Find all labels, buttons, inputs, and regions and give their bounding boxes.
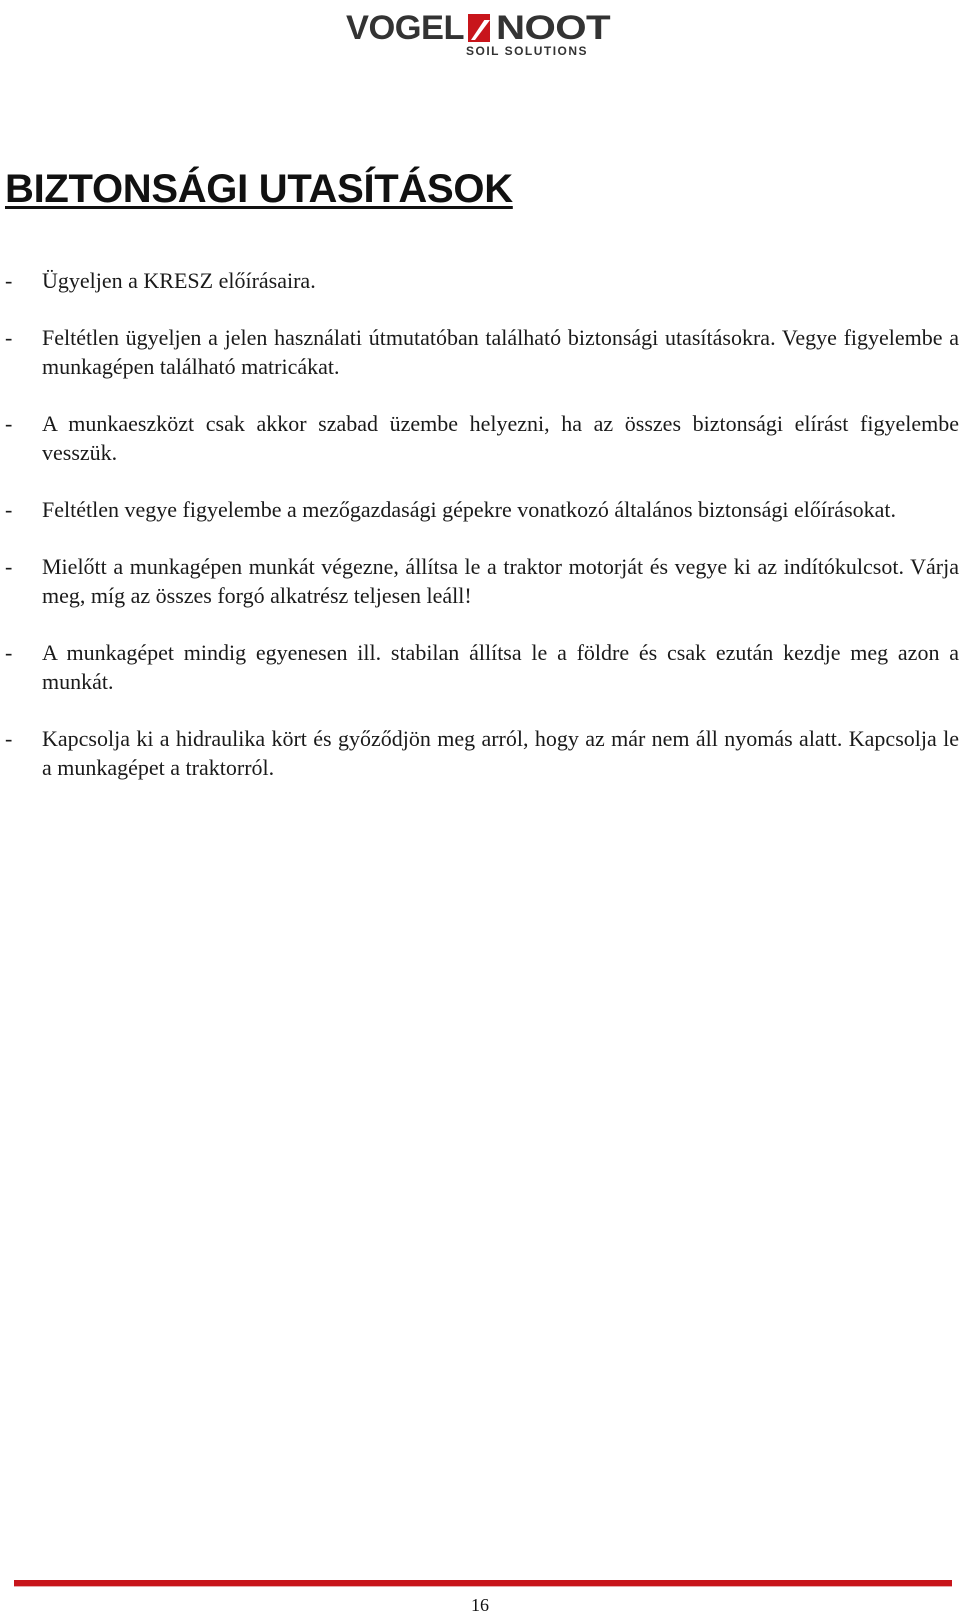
page-title: BIZTONSÁGI UTASÍTÁSOK	[5, 167, 513, 211]
instruction-item	[5, 409, 959, 467]
instruction-item	[5, 323, 959, 381]
bullet-dash: -	[5, 268, 13, 293]
bullet-dash: -	[5, 411, 13, 436]
logo-tagline: SOIL SOLUTIONS	[466, 44, 588, 58]
bullet-dash: -	[5, 325, 13, 350]
footer-divider	[14, 1580, 952, 1587]
instruction-text: A munkagépet mindig egyenesen ill. stabilan állítsa le a földre és csak ezután kezdje meg azon a munkát.	[42, 640, 959, 694]
bullet-dash: -	[5, 554, 13, 579]
instruction-item	[5, 638, 959, 696]
bullet-dash: -	[5, 726, 13, 751]
instruction-item	[5, 552, 959, 610]
logo-brand-left: VOGEL	[346, 9, 464, 47]
instruction-text: Mielőtt a munkagépen munkát végezne, állítsa le a traktor motorját és vegye ki az indítókulcsot. Várja meg, míg az összes forgó alkatrész teljesen leáll!	[42, 554, 959, 608]
vogel-noot-logo	[340, 6, 620, 62]
page-number: 16	[471, 1595, 489, 1615]
instruction-text: Kapcsolja ki a hidraulika kört és győződjön meg arról, hogy az már nem áll nyomás alatt. Kapcsolja le a munkagépet a traktorról.	[42, 726, 959, 780]
instruction-text: Feltétlen vegye figyelembe a mezőgazdasági gépekre vonatkozó általános biztonsági előírásokat.	[42, 497, 897, 522]
instruction-item	[5, 266, 959, 295]
safety-instructions-list	[5, 266, 959, 810]
instruction-text: A munkaeszközt csak akkor szabad üzembe helyezni, ha az összes biztonsági elírást figyelembe vesszük.	[42, 411, 959, 465]
instruction-item	[5, 495, 959, 524]
instruction-item	[5, 724, 959, 782]
bullet-dash: -	[5, 497, 13, 522]
company-logo	[0, 6, 960, 62]
bullet-dash: -	[5, 640, 13, 665]
logo-mark-icon	[468, 14, 490, 42]
instruction-text: Ügyeljen a KRESZ előírásaira.	[42, 268, 316, 293]
logo-brand-right: NOOT	[496, 9, 611, 47]
instruction-text: Feltétlen ügyeljen a jelen használati útmutatóban található biztonsági utasításokra. Vegye figyelembe a munkagépen található matricákat.	[42, 325, 959, 379]
